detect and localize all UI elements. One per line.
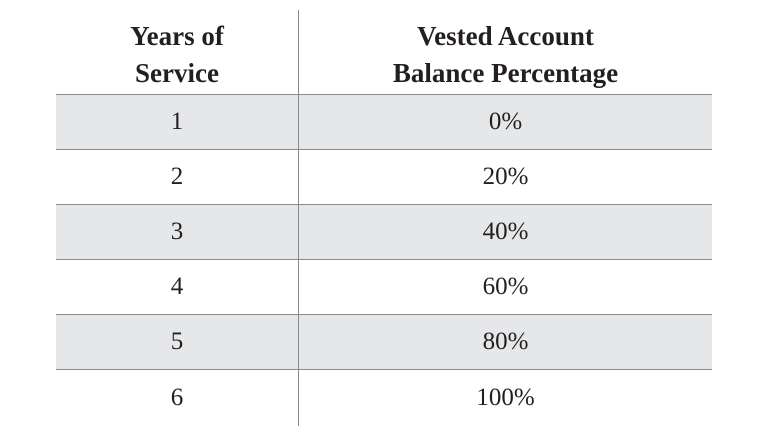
years-cell: 1 bbox=[56, 95, 299, 149]
header-years-line2: Service bbox=[135, 58, 219, 88]
header-pct-line1: Vested Account bbox=[417, 21, 594, 51]
years-cell: 5 bbox=[56, 315, 299, 369]
years-cell: 2 bbox=[56, 150, 299, 204]
percentage-cell: 60% bbox=[482, 273, 529, 300]
years-cell: 3 bbox=[56, 205, 299, 259]
vesting-schedule-table bbox=[56, 10, 712, 426]
percentage-cell: 20% bbox=[482, 163, 529, 190]
table-row bbox=[56, 315, 712, 370]
table-row bbox=[56, 95, 712, 150]
table-row bbox=[56, 370, 712, 426]
table-row bbox=[56, 150, 712, 205]
years-cell: 6 bbox=[56, 370, 299, 426]
table-header-row bbox=[56, 10, 712, 95]
header-years-of-service bbox=[56, 10, 299, 94]
percentage-cell: 80% bbox=[482, 328, 529, 355]
table-row bbox=[56, 205, 712, 260]
percentage-cell: 0% bbox=[488, 108, 523, 135]
years-cell: 4 bbox=[56, 260, 299, 314]
table-row bbox=[56, 260, 712, 315]
header-pct-line2: Balance Percentage bbox=[392, 58, 619, 88]
percentage-cell: 40% bbox=[482, 218, 529, 245]
percentage-cell: 100% bbox=[476, 384, 535, 411]
header-years-line1: Years of bbox=[130, 21, 224, 51]
header-vested-percentage bbox=[299, 10, 712, 94]
